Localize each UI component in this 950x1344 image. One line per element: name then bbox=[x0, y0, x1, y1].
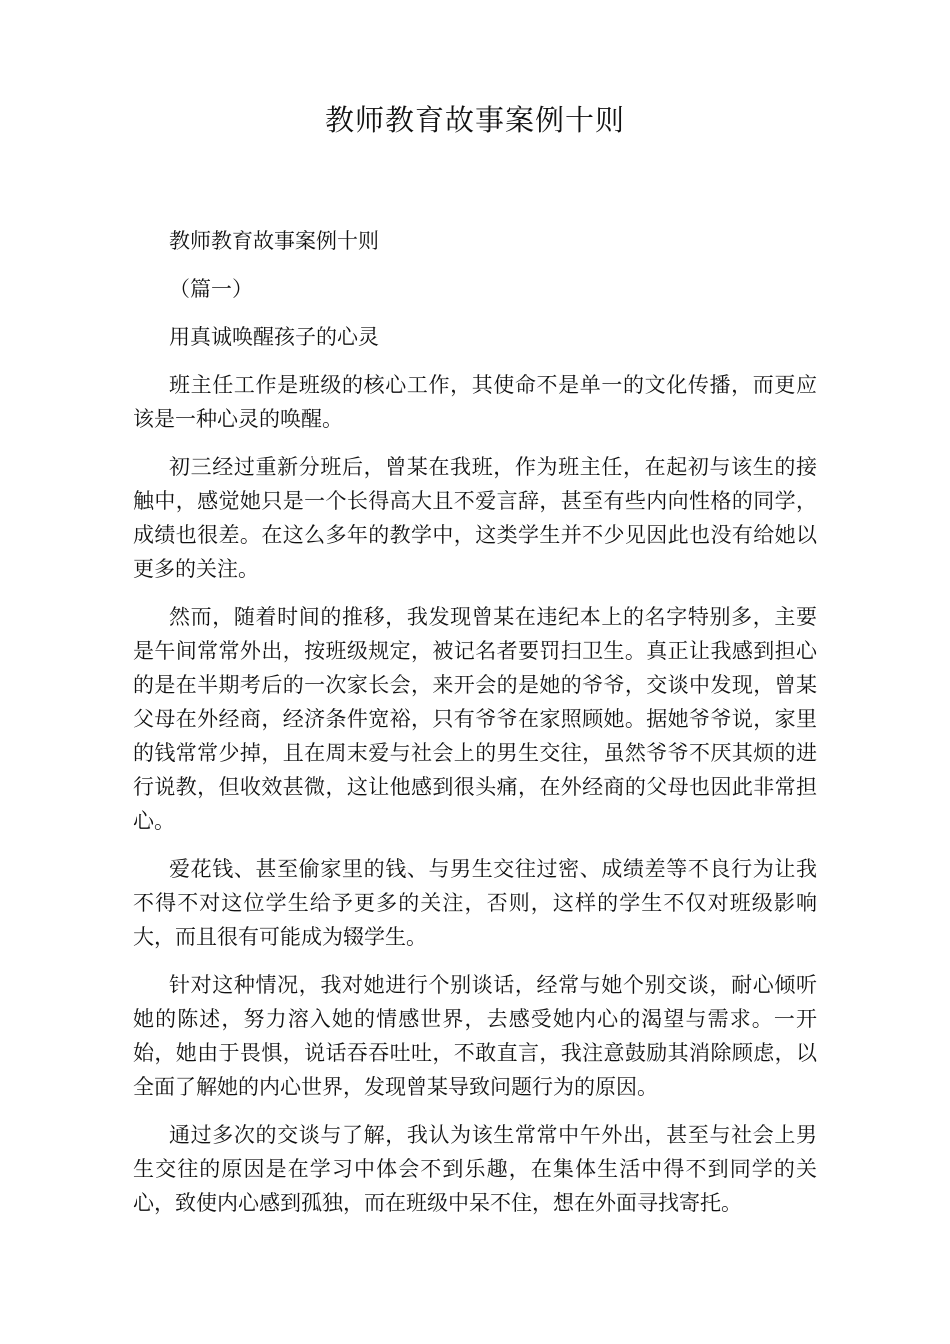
body-heading: 教师教育故事案例十则 bbox=[169, 229, 379, 253]
section-label: （篇一） bbox=[169, 277, 253, 301]
paragraph: 初三经过重新分班后，曾某在我班，作为班主任，在起初与该生的接触中，感觉她只是一个长得高大且不爱言辞，甚至有些内向性格的同学，成绩也很差。在这么多年的教学中，这类学生并不少见因此也没有给她以更多的关注。 bbox=[133, 455, 817, 581]
paragraph: 针对这种情况，我对她进行个别谈话，经常与她个别交谈，耐心倾听她的陈述，努力溶入她的情感世界，去感受她内心的渴望与需求。一开始，她由于畏惧，说话吞吞吐吐，不敢直言，我注意鼓励其消除顾虑，以全面了解她的内心世界，发现曾某导致问题行为的原因。 bbox=[133, 973, 817, 1099]
paragraph: 然而，随着时间的推移，我发现曾某在违纪本上的名字特别多，主要是午间常常外出，按班级规定，被记名者要罚扫卫生。真正让我感到担心的是在半期考后的一次家长会，来开会的是她的爷爷，交谈中发现，曾某父母在外经商，经济条件宽裕，只有爷爷在家照顾她。据她爷爷说，家里的钱常常少掉，且在周末爱与社会上的男生交往，虽然爷爷不厌其烦的进行说教，但收效甚微，这让他感到很头痛，在外经商的父母也因此非常担心。 bbox=[133, 605, 817, 833]
paragraph: 爱花钱、甚至偷家里的钱、与男生交往过密、成绩差等不良行为让我不得不对这位学生给予更多的关注，否则，这样的学生不仅对班级影响大，而且很有可能成为辍学生。 bbox=[133, 857, 817, 949]
story-subtitle: 用真诚唤醒孩子的心灵 bbox=[169, 325, 379, 349]
document-body bbox=[133, 224, 817, 1220]
paragraph: 班主任工作是班级的核心工作，其使命不是单一的文化传播，而更应该是一种心灵的唤醒。 bbox=[133, 373, 817, 431]
document-title: 教师教育故事案例十则 bbox=[324, 103, 625, 137]
paragraph: 通过多次的交谈与了解，我认为该生常常中午外出，甚至与社会上男生交往的原因是在学习中体会不到乐趣，在集体生活中得不到同学的关心，致使内心感到孤独，而在班级中呆不住，想在外面寻找寄托。 bbox=[133, 1123, 817, 1215]
